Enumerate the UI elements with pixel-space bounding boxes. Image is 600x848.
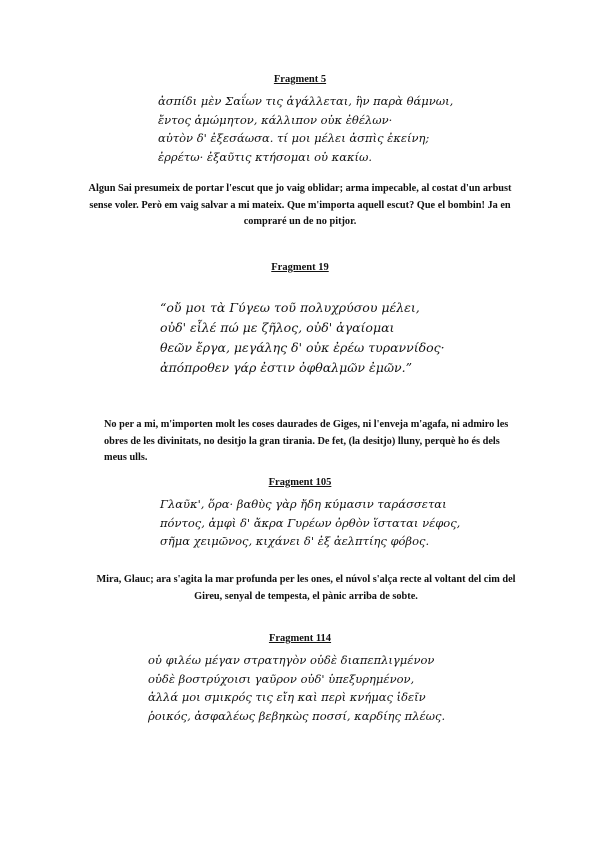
greek-line: ῥοικός, ἀσφαλέως βεβηκὼς ποσσί, καρδίης πλέως. bbox=[148, 708, 446, 723]
greek-line: ἀλλά μοι σμικρός τις εἴη καὶ περὶ κνήμας ἰδεῖν bbox=[148, 690, 426, 704]
greek-line: σῆμα χειμῶνος, κιχάνει δ' ἐξ ἀελπτίης φόβος. bbox=[160, 534, 430, 548]
greek-line: θεῶν ἔργα, μεγάλης δ' οὐκ ἐρέω τυραννίδος· bbox=[160, 340, 445, 355]
greek-line: ἀπόπροθεν γάρ ἐστιν ὀφθαλμῶν ἐμῶν.” bbox=[160, 360, 412, 375]
greek-line: αὐτὸν δ' ἐξεσάωσα. τί μοι μέλει ἀσπὶς ἐκείνη; bbox=[158, 131, 430, 145]
fragment-114-greek-text bbox=[148, 651, 445, 725]
greek-line: οὐ φιλέω μέγαν στρατηγὸν οὐδὲ διαπεπλιγμένον bbox=[148, 653, 435, 667]
greek-line: “οὔ μοι τὰ Γύγεω τοῦ πολυχρύσου μέλει, bbox=[160, 300, 420, 315]
fragment-19-heading: Fragment 19 bbox=[271, 262, 329, 273]
fragment-19-translation: No per a mi, m'importen molt les coses daurades de Giges, ni l'enveja m'agafa, ni admiro les obres de les divinitats, no desitjo la gran tirania. De fet, (la desitjo) lluny, perquè ho és dels meus ulls. bbox=[104, 419, 509, 463]
fragment-5-greek-text bbox=[158, 92, 453, 166]
greek-line: ἐρρέτω· ἐξαῦτις κτήσομαι οὐ κακίω. bbox=[158, 149, 373, 164]
fragment-114-heading: Fragment 114 bbox=[268, 633, 332, 644]
fragment-5-heading: Fragment 5 bbox=[273, 74, 327, 85]
greek-line: οὐδ' εἷλέ πώ με ζῆλος, οὐδ' ἀγαίομαι bbox=[160, 320, 395, 335]
greek-line: πόντος, ἀμφὶ δ' ἄκρα Γυρέων ὀρθὸν ἵσταται νέφος, bbox=[160, 515, 461, 530]
greek-line: Γλαῦκ', ὅρα· βαθὺς γὰρ ἤδη κύμασιν ταράσσεται bbox=[160, 497, 447, 511]
greek-line: ἀσπίδι μὲν Σαΐων τις ἀγάλλεται, ἣν παρὰ θάμνωι, bbox=[158, 94, 454, 108]
fragment-105-translation: Mira, Glauc; ara s'agita la mar profunda per les ones, el núvol s'alça recte al voltant del cim del Gireu, senyal de tempesta, el pànic arriba de sobte. bbox=[96, 574, 516, 602]
fragment-105-heading: Fragment 105 bbox=[268, 477, 332, 488]
fragment-19-greek-text bbox=[160, 298, 445, 378]
fragment-105-greek-text bbox=[160, 495, 460, 551]
fragment-5-translation: Algun Sai presumeix de portar l'escut que jo vaig oblidar; arma impecable, al costat d'un arbust sense voler. Però em vaig salvar a mi mateix. Que m'importa aquell escut? Que el bombin! Ja en compraré un de no pitjor. bbox=[88, 183, 512, 227]
greek-line: οὐδὲ βοστρύχοισι γαῦρον οὐδ' ὑπεξυρημένον, bbox=[148, 671, 415, 686]
greek-line: ἔντος ἀμώμητον, κάλλιπον οὐκ ἐθέλων· bbox=[158, 112, 393, 127]
